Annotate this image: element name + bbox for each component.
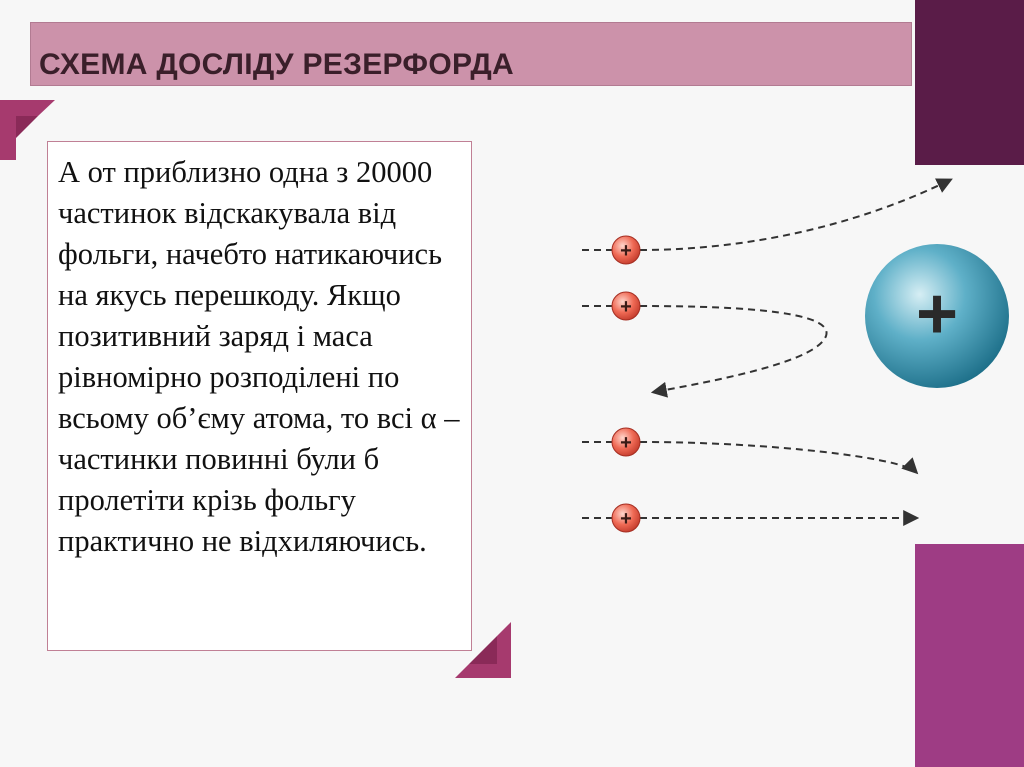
particle-plus-sign: +	[620, 508, 632, 530]
particle-path-reflected	[582, 306, 827, 392]
particle-plus-sign: +	[620, 240, 632, 262]
particle-path-upward	[582, 180, 950, 250]
text-frame	[47, 141, 472, 651]
corner-decoration-bottom-right	[455, 622, 511, 678]
particle-plus-sign: +	[620, 432, 632, 454]
decor-block-bottom-right	[915, 544, 1024, 767]
decor-block-top-right	[915, 0, 1024, 165]
nucleus-plus-sign: +	[915, 274, 959, 354]
alpha-particle	[612, 292, 640, 320]
particle-plus-sign: +	[620, 296, 632, 318]
alpha-particle	[612, 504, 640, 532]
alpha-particle	[612, 236, 640, 264]
title-bar	[30, 22, 912, 86]
body-text: А от приблизно одна з 20000 частинок відскакувала від фольги, начебто натикаючись на якусь перешкоду. Якщо позитивний заряд і маса рівномірно розподілені по всьому об’єму атома, то всі α – частинки повинні були б пролетіти крізь фольгу практично не відхиляючись.	[58, 155, 460, 558]
alpha-particle	[612, 428, 640, 456]
rutherford-diagram	[572, 168, 959, 538]
slide-title: СХЕМА ДОСЛІДУ РЕЗЕРФОРДА	[39, 48, 515, 81]
atomic-nucleus	[865, 244, 1009, 388]
